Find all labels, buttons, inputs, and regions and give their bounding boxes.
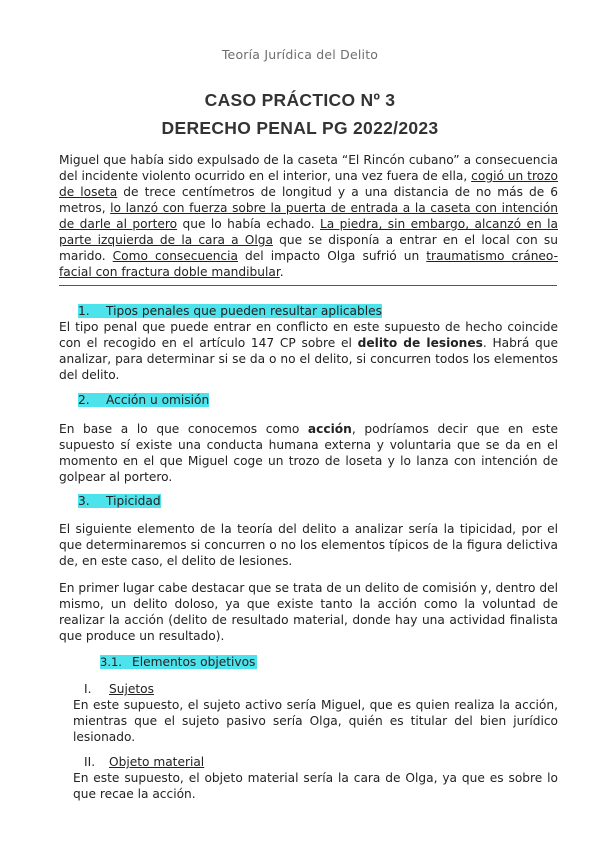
item-objeto-paragraph: En este supuesto, el objeto material sería la cara de Olga, ya que es sobre lo que recae la acción. [73,771,558,801]
section-title: Acción u omisión [106,393,210,407]
case-facts-paragraph [59,152,558,280]
facts-text: . [279,265,284,279]
horizontal-divider [59,285,557,286]
section-heading-3 [78,493,161,509]
section-title: Tipos penales que pueden resultar aplicables [106,304,382,318]
item-title: Sujetos [109,682,154,696]
item-heading-objeto-material [84,754,204,770]
facts-text: que se disponía a entrar en el local con su marido. [59,233,558,263]
section-1-paragraph [59,319,558,383]
section-heading-2 [78,392,209,408]
item-sujetos-paragraph: En este supuesto, el sujeto activo sería Miguel, que es quien realiza la acción, mientras que el sujeto pasivo sería Olga, quién es titular del bien jurídico lesionado. [73,698,558,744]
facts-underlined: lo lanzó con fuerza sobre la puerta de entrada a la caseta con intención de darle al portero [59,201,559,231]
item-title: Objeto material [109,755,205,769]
bold-term: delito de lesiones [357,336,483,350]
section-number: 1. [78,304,90,318]
facts-underlined: La piedra, sin embargo, alcanzó en la parte izquierda de la cara a Olga [59,217,559,247]
paragraph-text: , podríamos decir que en este supuesto sí existe una conducta humana externa y voluntaria que se da en el momento en el que Miguel coge un trozo de loseta y lo lanza con intención de golpear al portero. [59,422,558,484]
item-heading-sujetos [84,681,154,697]
subsection-title: Elementos objetivos [132,655,256,669]
section-3-paragraph-2: En primer lugar cabe destacar que se trata de un delito de comisión y, dentro del mismo, un delito doloso, ya que existe tanto la acción como la voluntad de realizar la acción (delito de resultado material, donde hay una actividad finalista que produce un resultado). [59,581,558,643]
item-number: II. [84,755,96,769]
facts-text: de trece centímetros de longitud y a una distancia de no más de 6 metros, [59,185,559,215]
paragraph-text: . Habrá que analizar, para determinar si se da o no el delito, si concurren todos los elementos del delito. [59,336,559,382]
facts-text: Miguel que había sido expulsado de la caseta “El Rincón cubano” a consecuencia del incidente violento ocurrido en el interior, una vez fuera de ella, [59,153,558,183]
running-header: Teoría Jurídica del Delito [221,47,379,62]
section-number: 2. [78,393,90,407]
facts-text: del impacto Olga sufrió un [237,249,427,263]
document-subtitle: DERECHO PENAL PG 2022/2023 [161,118,439,138]
section-number: 3. [78,494,90,508]
facts-text: que lo había echado. [177,217,320,231]
section-2-paragraph [59,421,558,485]
subsection-number: 3.1. [100,655,122,669]
section-3-paragraph-1: El siguiente elemento de la teoría del delito a analizar sería la tipicidad, por el que determinaremos si concurren o no los elementos típicos de la figura delictiva de, en este caso, el delito de lesiones. [59,522,558,568]
subsection-heading [100,654,257,670]
facts-underlined: Como consecuencia [112,249,238,263]
section-title: Tipicidad [106,494,161,508]
facts-underlined: traumatismo cráneo-facial con fractura doble mandibular [59,249,558,279]
bold-term: acción [307,422,352,436]
section-heading-1 [78,303,382,319]
paragraph-text: En base a lo que conocemos como [59,422,308,436]
facts-underlined: cogió un trozo de loseta [59,169,558,199]
item-number: I. [84,682,92,696]
document-title: CASO PRÁCTICO Nº 3 [204,90,396,110]
paragraph-text: El tipo penal que puede entrar en conflicto en este supuesto de hecho coincide con el recogido en el artículo 147 CP sobre el [59,320,558,350]
